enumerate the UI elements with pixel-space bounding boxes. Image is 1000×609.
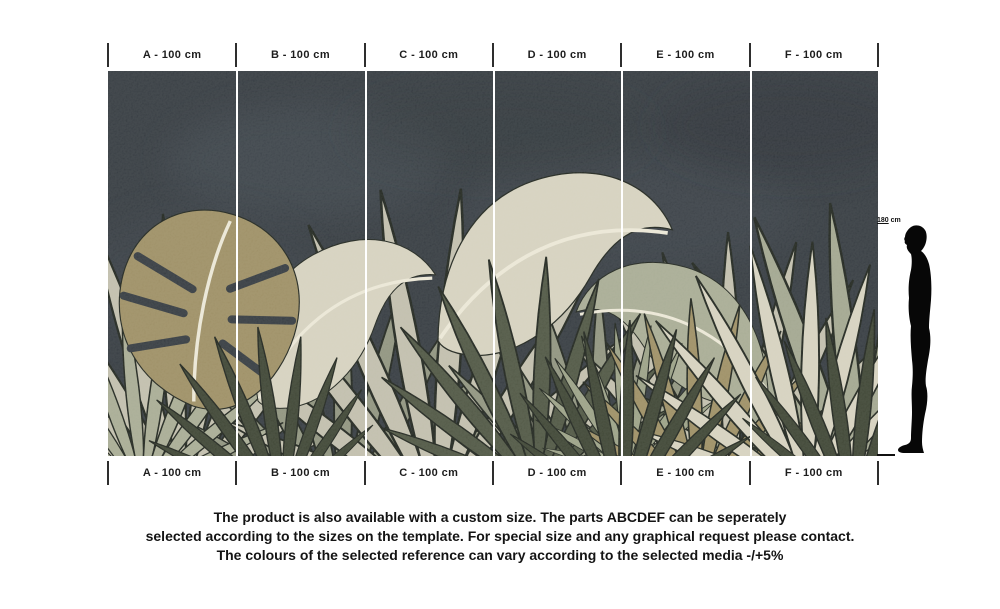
ruler-tick	[235, 461, 237, 485]
human-scale-silhouette-icon	[891, 224, 937, 456]
ruler-tick	[749, 461, 751, 485]
ruler-tick	[620, 43, 622, 67]
ruler-segment-label: B - 100 cm	[270, 467, 330, 479]
ruler-tick	[492, 461, 494, 485]
ruler-segment-label: A - 100 cm	[142, 49, 202, 61]
panel-divider	[236, 71, 238, 456]
figure-ground-line	[877, 454, 895, 456]
ruler-segment-label: C - 100 cm	[399, 49, 459, 61]
figure-height-unit: cm	[890, 217, 901, 224]
ruler-segment-d	[493, 43, 621, 67]
panel-divider	[365, 71, 367, 456]
ruler-tick	[364, 43, 366, 67]
footer-note	[0, 508, 1000, 565]
ruler-tick	[107, 43, 109, 67]
wallpaper-mural-preview	[108, 71, 878, 456]
ruler-segment-label: B - 100 cm	[270, 49, 330, 61]
ruler-segment-b	[236, 43, 364, 67]
ruler-tick	[107, 461, 109, 485]
ruler-segment-e	[621, 43, 749, 67]
ruler-segment-label: A - 100 cm	[142, 467, 202, 479]
ruler-tick	[877, 461, 879, 485]
ruler-segment-d	[493, 461, 621, 485]
ruler-segment-a	[108, 43, 236, 67]
bottom-ruler	[108, 461, 878, 485]
ruler-segment-a	[108, 461, 236, 485]
ruler-segment-c	[365, 461, 493, 485]
ruler-segment-label: F - 100 cm	[784, 467, 843, 479]
ruler-tick	[364, 461, 366, 485]
ruler-segment-c	[365, 43, 493, 67]
top-ruler	[108, 43, 878, 67]
panel-divider	[493, 71, 495, 456]
ruler-tick	[235, 43, 237, 67]
figure-height-label	[877, 217, 901, 224]
ruler-segment-f	[750, 43, 878, 67]
ruler-segment-label: D - 100 cm	[527, 49, 587, 61]
ruler-segment-label: E - 100 cm	[656, 49, 715, 61]
panel-divider	[621, 71, 623, 456]
footer-note-line: The product is also available with a custom size. The parts ABCDEF can be seperately	[213, 509, 787, 525]
figure-height-number: 180	[877, 217, 889, 224]
standing-man-profile-icon	[891, 224, 937, 456]
ruler-segment-f	[750, 461, 878, 485]
footer-note-line: The colours of the selected reference can vary according to the selected media -/+5%	[216, 547, 784, 563]
footer-note-line: selected according to the sizes on the template. For special size and any graphical request please contact.	[145, 528, 855, 544]
ruler-segment-b	[236, 461, 364, 485]
ruler-tick	[749, 43, 751, 67]
ruler-segment-e	[621, 461, 749, 485]
ruler-tick	[620, 461, 622, 485]
ruler-tick	[492, 43, 494, 67]
ruler-segment-label: C - 100 cm	[399, 467, 459, 479]
ruler-segment-label: E - 100 cm	[656, 467, 715, 479]
panel-divider	[750, 71, 752, 456]
ruler-tick	[877, 43, 879, 67]
ruler-segment-label: F - 100 cm	[784, 49, 843, 61]
ruler-segment-label: D - 100 cm	[527, 467, 587, 479]
